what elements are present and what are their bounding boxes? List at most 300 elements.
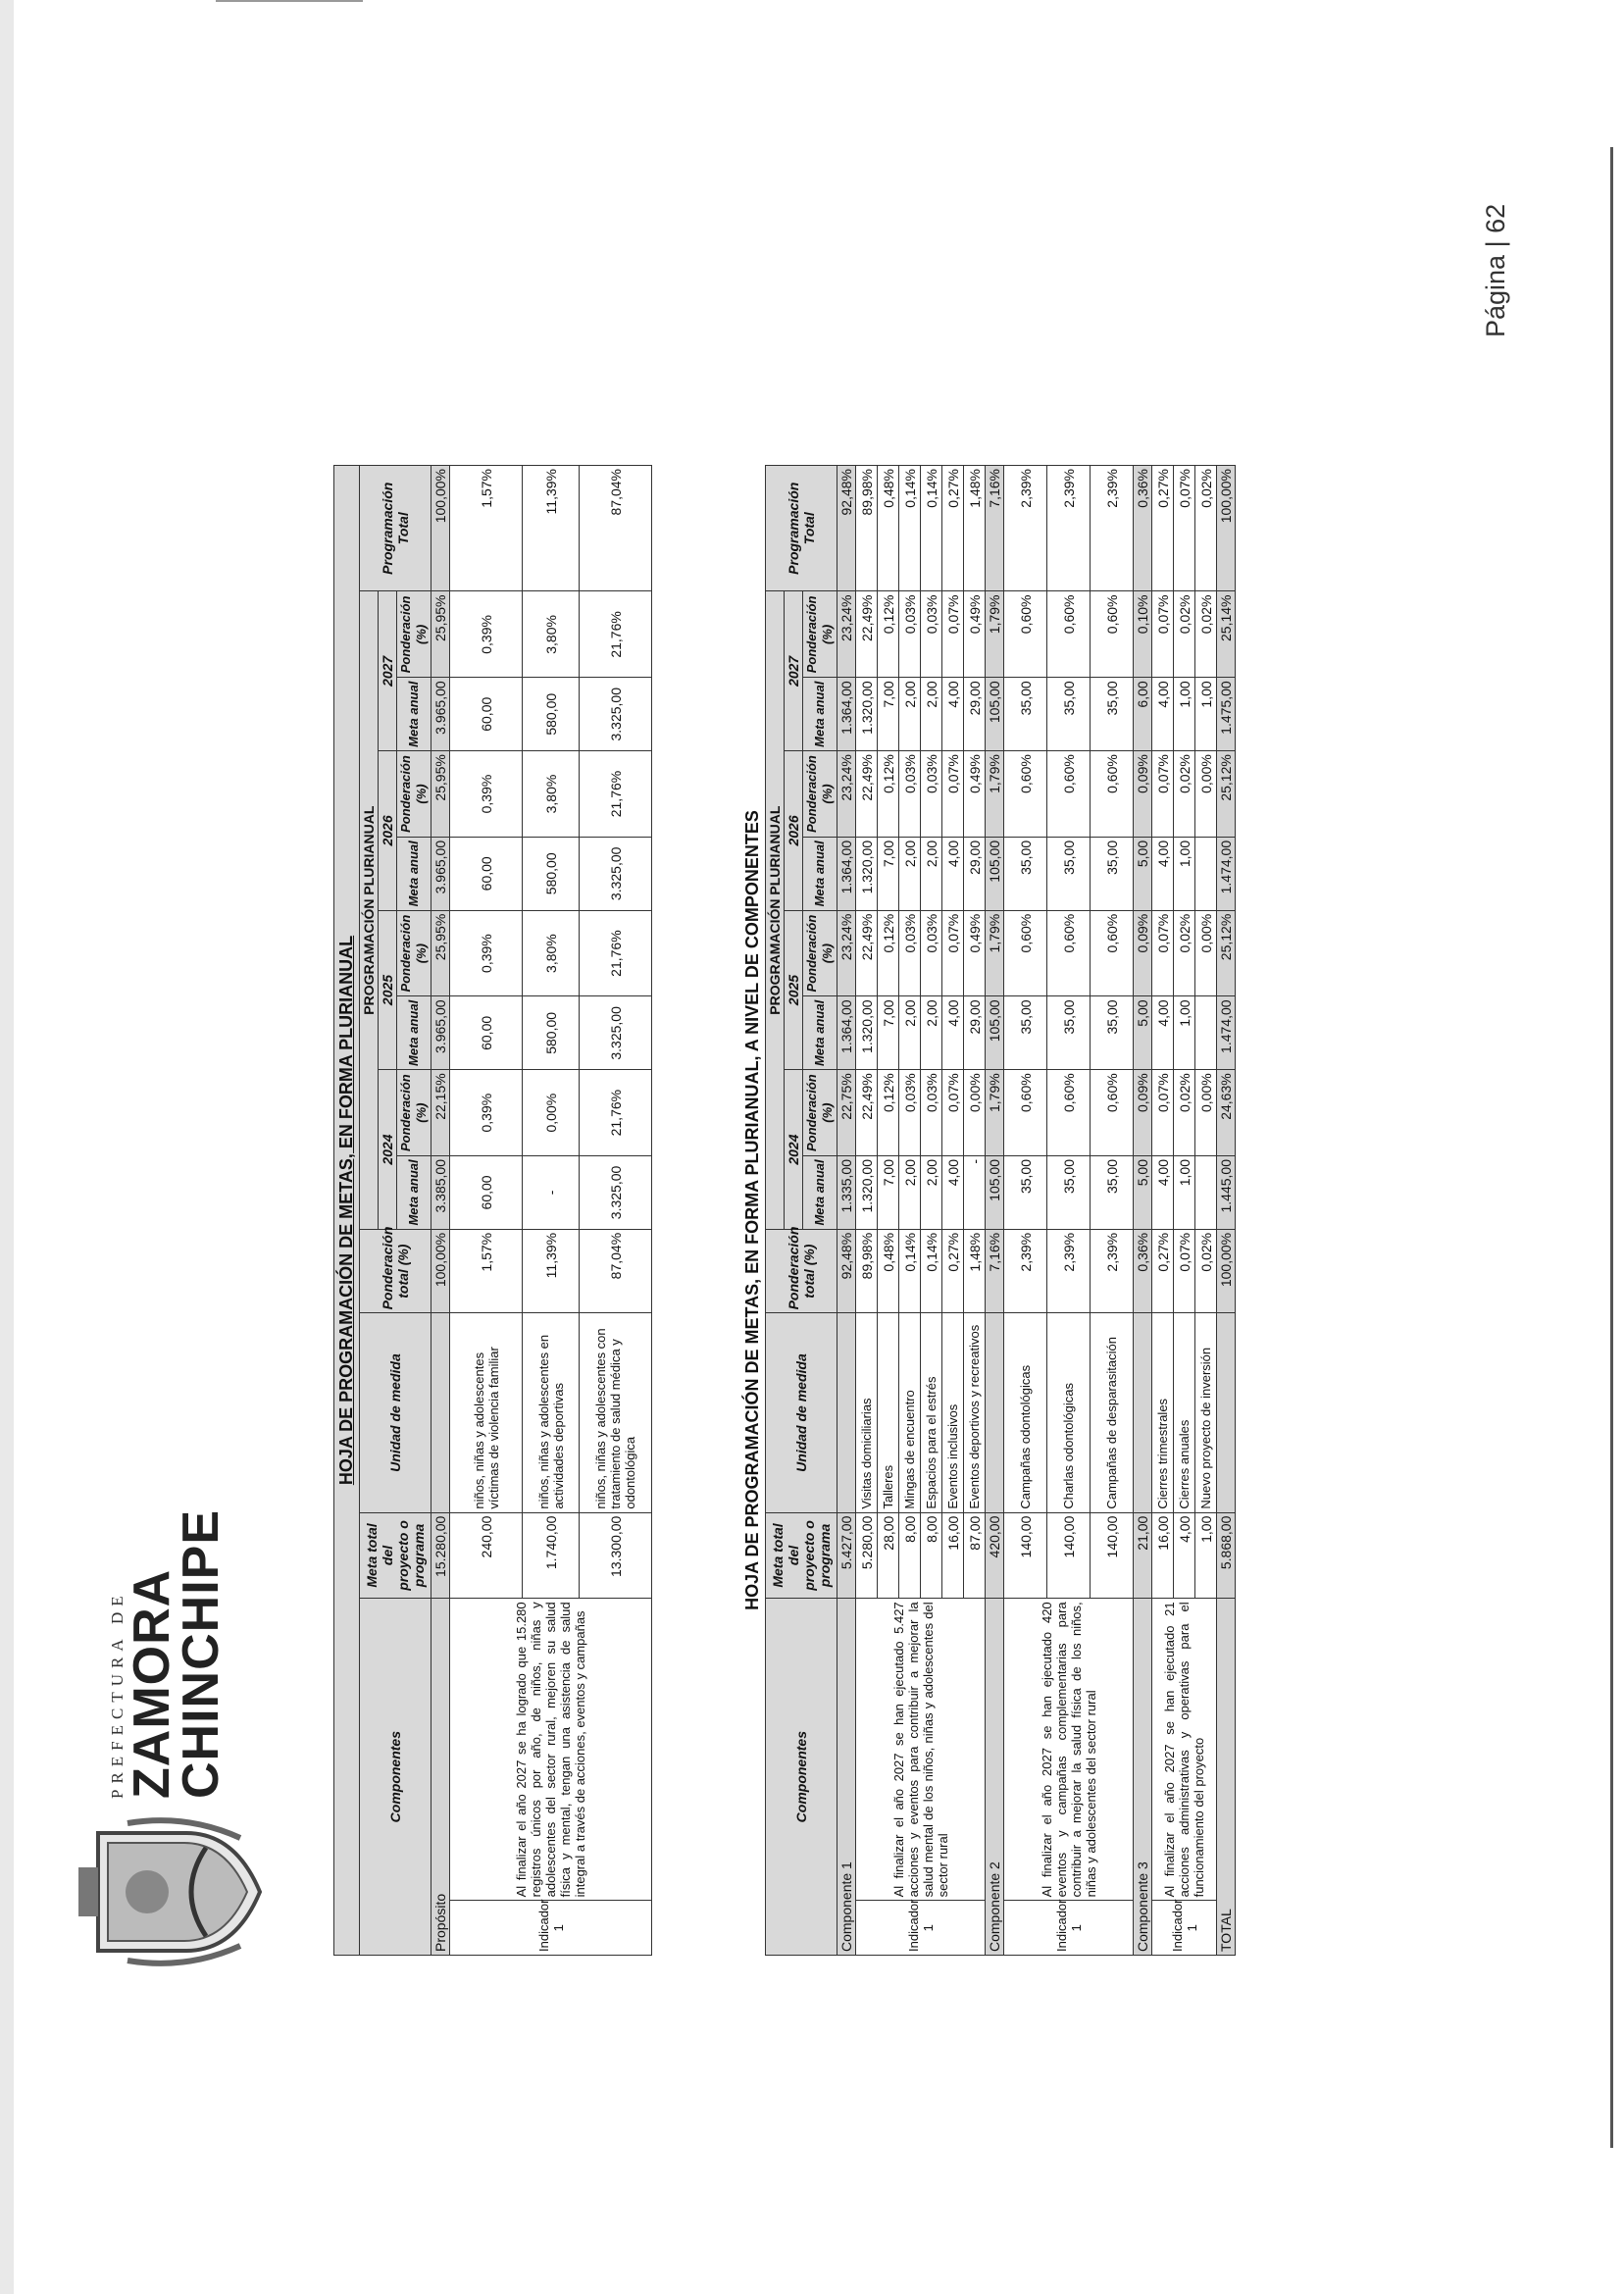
cell: 3.325,00 (580, 1156, 652, 1230)
cell: 1,57% (450, 1229, 523, 1313)
cell: 4,00 (1152, 678, 1174, 751)
prefectura-logo (69, 1508, 284, 1970)
header-plurianual: PROGRAMACIÓN PLURIANUAL (360, 591, 379, 1229)
logo-line2: CHINCHIPE (173, 1508, 229, 1799)
cell: 21,76% (580, 910, 652, 996)
cell: 0,39% (450, 1070, 523, 1156)
cell: Visitas domiciliarias (856, 1313, 878, 1512)
table-componentes (740, 465, 1236, 1956)
cell: 5.868,00 (1217, 1512, 1236, 1599)
comp3-label: Componente 3 (1134, 1599, 1152, 1956)
cell (837, 1313, 856, 1512)
h-ponderacion: Ponderación (%) (803, 751, 837, 838)
cell: 0,12% (878, 751, 899, 838)
proposito-label: Propósito (431, 1599, 450, 1956)
cell: 21,76% (580, 751, 652, 838)
cell: 140,00 (1091, 1512, 1134, 1599)
cell: 1.320,00 (856, 678, 878, 751)
cell: Mingas de encuentro (899, 1313, 921, 1512)
cell: 1.320,00 (856, 837, 878, 910)
cell: 0,49% (964, 910, 986, 996)
cell: 5.427,00 (837, 1512, 856, 1599)
header-programacion-total: Programación Total (360, 466, 431, 592)
cell: 5,00 (1134, 996, 1152, 1070)
cell: 1.320,00 (856, 996, 878, 1070)
cell: 3,80% (523, 751, 580, 838)
cell: 29,00 (964, 678, 986, 751)
cell: 0,49% (964, 591, 986, 678)
cell: 0,12% (878, 1070, 899, 1156)
cell: 2,39% (1047, 466, 1091, 592)
cell: 0,02% (1174, 1070, 1195, 1156)
cell: 2,00 (921, 678, 942, 751)
h-meta-anual: Meta anual (803, 678, 837, 751)
cell: 35,00 (1091, 837, 1134, 910)
cell: Talleres (878, 1313, 899, 1512)
cell: 2,39% (1004, 466, 1047, 592)
cell: 87,00 (964, 1512, 986, 1599)
cell: Charlas odontológicas (1047, 1313, 1091, 1512)
cell: 0,07% (942, 591, 964, 678)
cell: 1.474,00 (1217, 837, 1236, 910)
cell: 24,63% (1217, 1070, 1236, 1156)
cell: 21,76% (580, 591, 652, 678)
cell: 7,00 (878, 678, 899, 751)
cell: 1,48% (964, 466, 986, 592)
cell: 1.335,00 (837, 1156, 856, 1230)
cell: 2,39% (1047, 1229, 1091, 1313)
cell: 1,79% (986, 1070, 1004, 1156)
cell: 60,00 (450, 1156, 523, 1230)
cell: - (523, 1156, 580, 1230)
h-ponderacion: Ponderación (%) (803, 910, 837, 996)
cell: 35,00 (1004, 996, 1047, 1070)
cell: 1,79% (986, 591, 1004, 678)
cell: 1.740,00 (523, 1512, 580, 1599)
cell: 140,00 (1047, 1512, 1091, 1599)
cell: 0,14% (921, 466, 942, 592)
cell: 87,04% (580, 466, 652, 592)
year-2024: 2024 (785, 1070, 803, 1230)
cell: 0,02% (1174, 591, 1195, 678)
table-title: HOJA DE PROGRAMACIÓN DE METAS, EN FORMA PLURIANUAL (333, 465, 359, 1956)
cell: 4,00 (1174, 1512, 1195, 1599)
cell: 4,00 (1152, 837, 1174, 910)
cell: 0,14% (899, 466, 921, 592)
cell: 92,48% (837, 1229, 856, 1313)
cell: 7,16% (986, 1229, 1004, 1313)
indicador-text: Al finalizar el año 2027 se han ejecutado 420 eventos y campañas complementarias para contribuir a mejorar la salud física de los niños, niñas y adolescentes del sector rural (1004, 1599, 1134, 1901)
cell: 1,48% (964, 1229, 986, 1313)
cell: 0,02% (1174, 751, 1195, 838)
table-row (450, 466, 523, 1956)
cell: 1.364,00 (837, 678, 856, 751)
cell: 105,00 (986, 1156, 1004, 1230)
cell: 1.474,00 (1217, 996, 1236, 1070)
cell: 21,76% (580, 1070, 652, 1156)
cell: 22,15% (431, 1070, 450, 1156)
cell: 25,95% (431, 751, 450, 838)
cell: 22,75% (837, 1070, 856, 1156)
cell: 1,00 (1174, 1156, 1195, 1230)
cell: 0,27% (942, 466, 964, 592)
componentes-table (765, 465, 1236, 1956)
cell: 2,00 (899, 837, 921, 910)
cell: 0,60% (1091, 910, 1134, 996)
cell: 0,03% (921, 910, 942, 996)
cell: 1,00 (1174, 678, 1195, 751)
indicador-text: Al finalizar el año 2027 se han ejecutado 21 acciones administrativas y operativas para el funcionamiento del proyecto (1152, 1599, 1217, 1901)
cell: 580,00 (523, 837, 580, 910)
cell: 0,49% (964, 751, 986, 838)
h-meta-anual: Meta anual (397, 1156, 431, 1230)
header-componentes: Componentes (360, 1599, 431, 1956)
cell: 35,00 (1004, 678, 1047, 751)
cell: 35,00 (1047, 678, 1091, 751)
cell: 3.325,00 (580, 837, 652, 910)
cell: 16,00 (1152, 1512, 1174, 1599)
header-unidad: Unidad de medida (766, 1313, 837, 1512)
cell: 0,36% (1134, 1229, 1152, 1313)
cell: 0,39% (450, 591, 523, 678)
cell: niños, niñas y adolescentes con tratamiento de salud médica y odontológica (580, 1313, 652, 1512)
cell: 8,00 (899, 1512, 921, 1599)
header-ponderacion-total: Ponderación total (%) (766, 1229, 837, 1313)
cell: 2,39% (1091, 466, 1134, 592)
cell: 5,00 (1134, 837, 1152, 910)
cell: 25,14% (1217, 591, 1236, 678)
cell: 2,39% (1091, 1229, 1134, 1313)
cell: 0,12% (878, 910, 899, 996)
cell: 1.445,00 (1217, 1156, 1236, 1230)
year-2027: 2027 (379, 591, 397, 751)
cell: 1,00 (1174, 837, 1195, 910)
cell: 0,00% (1195, 1070, 1217, 1156)
cell: 23,24% (837, 910, 856, 996)
cell: 1.320,00 (856, 1156, 878, 1230)
table-row-comp2 (986, 466, 1004, 1956)
header-programacion-total: Programación Total (766, 466, 837, 592)
cell: Eventos inclusivos (942, 1313, 964, 1512)
table-row-comp3 (1134, 466, 1152, 1956)
cell: 0,00% (1195, 751, 1217, 838)
cell: 35,00 (1091, 996, 1134, 1070)
table-title: HOJA DE PROGRAMACIÓN DE METAS, EN FORMA PLURIANUAL, A NIVEL DE COMPONENTES (740, 465, 765, 1956)
cell: 0,07% (1152, 591, 1174, 678)
table-row (1152, 466, 1174, 1956)
cell: 35,00 (1004, 837, 1047, 910)
cell: 0,60% (1047, 1070, 1091, 1156)
indicador-label: Indicador 1 (856, 1901, 986, 1956)
cell: 0,60% (1047, 591, 1091, 678)
cell: 35,00 (1047, 996, 1091, 1070)
cell: 5,00 (1134, 1156, 1152, 1230)
h-ponderacion: Ponderación (%) (803, 1070, 837, 1156)
cell: 92,48% (837, 466, 856, 592)
cell: 29,00 (964, 837, 986, 910)
cell: 0,27% (1152, 466, 1174, 592)
cell: 60,00 (450, 996, 523, 1070)
cell: 0,27% (1152, 1229, 1174, 1313)
total-label: TOTAL (1217, 1599, 1236, 1956)
cell: 6,00 (1134, 678, 1152, 751)
cell: 1.364,00 (837, 837, 856, 910)
cell: 4,00 (1152, 1156, 1174, 1230)
cell: 1.475,00 (1217, 678, 1236, 751)
h-ponderacion: Ponderación (%) (397, 910, 431, 996)
cell: 0,07% (1152, 751, 1174, 838)
h-meta-anual: Meta anual (803, 996, 837, 1070)
cell: 0,12% (878, 591, 899, 678)
cell: 1,79% (986, 751, 1004, 838)
cell: 3,80% (523, 591, 580, 678)
year-2025: 2025 (379, 910, 397, 1070)
cell: 0,10% (1134, 591, 1152, 678)
h-meta-anual: Meta anual (397, 996, 431, 1070)
cell: 0,09% (1134, 1070, 1152, 1156)
cell: 3.965,00 (431, 996, 450, 1070)
cell: 100,00% (431, 1229, 450, 1313)
year-2026: 2026 (785, 751, 803, 911)
cell: 25,95% (431, 591, 450, 678)
cell: 4,00 (942, 678, 964, 751)
cell: 2,00 (899, 1156, 921, 1230)
h-ponderacion: Ponderación (%) (397, 751, 431, 838)
h-meta-anual: Meta anual (803, 1156, 837, 1230)
cell: 0,02% (1195, 591, 1217, 678)
cell: Espacios para el estrés (921, 1313, 942, 1512)
cell: 2,00 (921, 837, 942, 910)
cell (1195, 1156, 1217, 1230)
cell: 22,49% (856, 751, 878, 838)
cell (1195, 837, 1217, 910)
cell: 0,36% (1134, 466, 1152, 592)
cell: 0,14% (899, 1229, 921, 1313)
cell: 0,00% (1195, 910, 1217, 996)
cell: 11,39% (523, 1229, 580, 1313)
cell: 7,00 (878, 837, 899, 910)
h-ponderacion: Ponderación (%) (397, 1070, 431, 1156)
year-2025: 2025 (785, 910, 803, 1070)
cell: 1,00 (1174, 996, 1195, 1070)
cell: 0,03% (899, 591, 921, 678)
cell: 4,00 (1152, 996, 1174, 1070)
cell: Eventos deportivos y recreativos (964, 1313, 986, 1512)
table-row (856, 466, 878, 1956)
cell: 1,79% (986, 910, 1004, 996)
header-unidad: Unidad de medida (360, 1313, 431, 1512)
cell: 3.385,00 (431, 1156, 450, 1230)
cell: 28,00 (878, 1512, 899, 1599)
cell: 105,00 (986, 678, 1004, 751)
cell: 0,02% (1195, 1229, 1217, 1313)
cell: 0,60% (1004, 751, 1047, 838)
cell (1134, 1313, 1152, 1512)
year-2027: 2027 (785, 591, 803, 751)
cell: 0,60% (1004, 591, 1047, 678)
cell: 105,00 (986, 996, 1004, 1070)
cell: 0,39% (450, 751, 523, 838)
cell: 89,98% (856, 1229, 878, 1313)
cell: 4,00 (942, 1156, 964, 1230)
table-row-comp1 (837, 466, 856, 1956)
metas-table (359, 465, 652, 1956)
cell: 60,00 (450, 678, 523, 751)
cell: 8,00 (921, 1512, 942, 1599)
cell: 7,16% (986, 466, 1004, 592)
cell: 0,07% (1174, 1229, 1195, 1313)
cell: 35,00 (1047, 837, 1091, 910)
cell (431, 1313, 450, 1512)
coat-of-arms-icon (69, 1813, 265, 1970)
cell: 420,00 (986, 1512, 1004, 1599)
cell: 23,24% (837, 591, 856, 678)
cell: 0,60% (1047, 910, 1091, 996)
indicador-label: Indicador 1 (1152, 1901, 1217, 1956)
cell: niños, niñas y adolescentes en actividades deportivas (523, 1313, 580, 1512)
cell: 25,95% (431, 910, 450, 996)
cell: 22,49% (856, 910, 878, 996)
indicador-text: Al finalizar el año 2027 se han ejecutado 5.427 acciones y eventos para contribuir a mejorar la salud mental de los niños, niñas y adolescentes del sector rural (856, 1599, 986, 1901)
cell: 100,00% (1217, 1229, 1236, 1313)
header-plurianual: PROGRAMACIÓN PLURIANUAL (766, 591, 785, 1229)
cell: 1,00 (1195, 678, 1217, 751)
cell: 0,02% (1174, 910, 1195, 996)
cell: 0,03% (899, 751, 921, 838)
cell: 2,00 (899, 996, 921, 1070)
cell: 35,00 (1047, 1156, 1091, 1230)
table-row-proposito (431, 466, 450, 1956)
cell: 15.280,00 (431, 1512, 450, 1599)
cell: 89,98% (856, 466, 878, 592)
h-ponderacion: Ponderación (%) (803, 591, 837, 678)
cell: 13.300,00 (580, 1512, 652, 1599)
cell: 25,12% (1217, 751, 1236, 838)
cell: 0,03% (921, 591, 942, 678)
cell: - (964, 1156, 986, 1230)
cell: 0,07% (942, 910, 964, 996)
cell: 0,03% (899, 1070, 921, 1156)
cell: 0,27% (942, 1229, 964, 1313)
cell: 22,49% (856, 591, 878, 678)
cell: 2,00 (921, 996, 942, 1070)
cell: Cierres anuales (1174, 1313, 1195, 1512)
cell (986, 1313, 1004, 1512)
cell: 0,02% (1195, 466, 1217, 592)
cell: 35,00 (1091, 1156, 1134, 1230)
cell: 23,24% (837, 751, 856, 838)
cell: 0,60% (1004, 1070, 1047, 1156)
cell: Nuevo proyecto de inversión (1195, 1313, 1217, 1512)
cell: 3.965,00 (431, 678, 450, 751)
page-number: Página | 62 (1481, 203, 1510, 337)
cell: 0,60% (1091, 591, 1134, 678)
cell: 60,00 (450, 837, 523, 910)
cell: 3.965,00 (431, 837, 450, 910)
cell: 0,07% (942, 751, 964, 838)
cell: 1,57% (450, 466, 523, 592)
cell: 11,39% (523, 466, 580, 592)
cell: 0,07% (1152, 1070, 1174, 1156)
cell: 4,00 (942, 837, 964, 910)
cell: 0,14% (921, 1229, 942, 1313)
cell: 3,80% (523, 910, 580, 996)
cell: 0,60% (1091, 751, 1134, 838)
cell: 100,00% (1217, 466, 1236, 592)
header-meta-total: Meta total del proyecto o programa (766, 1512, 837, 1599)
cell: 87,04% (580, 1229, 652, 1313)
cell: 0,07% (1152, 910, 1174, 996)
cell: 22,49% (856, 1070, 878, 1156)
cell: 0,07% (942, 1070, 964, 1156)
cell: 2,00 (899, 678, 921, 751)
cell: 0,39% (450, 910, 523, 996)
cell: niños, niñas y adolescentes víctimas de violencia familiar (450, 1313, 523, 1512)
cell: 7,00 (878, 996, 899, 1070)
cell: 3.325,00 (580, 678, 652, 751)
header-componentes: Componentes (766, 1599, 837, 1956)
cell: 0,00% (964, 1070, 986, 1156)
header-ponderacion-total: Ponderación total (%) (360, 1229, 431, 1313)
comp2-label: Componente 2 (986, 1599, 1004, 1956)
cell: 2,39% (1004, 1229, 1047, 1313)
cell: 240,00 (450, 1512, 523, 1599)
cell: Campañas de desparasitación (1091, 1313, 1134, 1512)
cell: 0,03% (921, 751, 942, 838)
cell (1217, 1313, 1236, 1512)
cell: 5.280,00 (856, 1512, 878, 1599)
indicador-label: Indicador 1 (1004, 1901, 1134, 1956)
year-2026: 2026 (379, 751, 397, 911)
cell: 1.364,00 (837, 996, 856, 1070)
cell: 0,07% (1174, 466, 1195, 592)
h-meta-anual: Meta anual (397, 678, 431, 751)
logo-prefix: PREFECTURA DE (108, 1590, 127, 1799)
cell: 0,60% (1091, 1070, 1134, 1156)
h-meta-anual: Meta anual (397, 837, 431, 910)
cell: 4,00 (942, 996, 964, 1070)
cell: 0,48% (878, 466, 899, 592)
table-body (837, 466, 1236, 1956)
cell: 3.325,00 (580, 996, 652, 1070)
logo-line1: ZAMORA (124, 1568, 180, 1799)
cell: 35,00 (1091, 678, 1134, 751)
table-row (1004, 466, 1047, 1956)
cell: Cierres trimestrales (1152, 1313, 1174, 1512)
cell: 16,00 (942, 1512, 964, 1599)
cell: 35,00 (1004, 1156, 1047, 1230)
cell: 0,60% (1004, 910, 1047, 996)
header-meta-total: Meta total del proyecto o programa (360, 1512, 431, 1599)
cell (1195, 996, 1217, 1070)
cell: 0,09% (1134, 910, 1152, 996)
cell: 21,00 (1134, 1512, 1152, 1599)
cell: 25,12% (1217, 910, 1236, 996)
cell: 1,00 (1195, 1512, 1217, 1599)
cell: 100,00% (431, 466, 450, 592)
table-row-total (1217, 466, 1236, 1956)
table-plurianual (333, 465, 652, 1956)
indicador-text: Al finalizar el año 2027 se ha logrado que 15.280 registros únicos por año, de niños, niñas y adolescentes del sector rural, mejoren su salud física y mental, tengan una asistencia de salud integral a través de acciones, eventos y campañas (450, 1599, 652, 1901)
cell: 0,03% (899, 910, 921, 996)
cell: Campañas odontológicas (1004, 1313, 1047, 1512)
cell: 105,00 (986, 837, 1004, 910)
cell: 140,00 (1004, 1512, 1047, 1599)
cell: 29,00 (964, 996, 986, 1070)
h-ponderacion: Ponderación (%) (397, 591, 431, 678)
indicador-label: Indicador 1 (450, 1901, 652, 1956)
cell: 0,00% (523, 1070, 580, 1156)
